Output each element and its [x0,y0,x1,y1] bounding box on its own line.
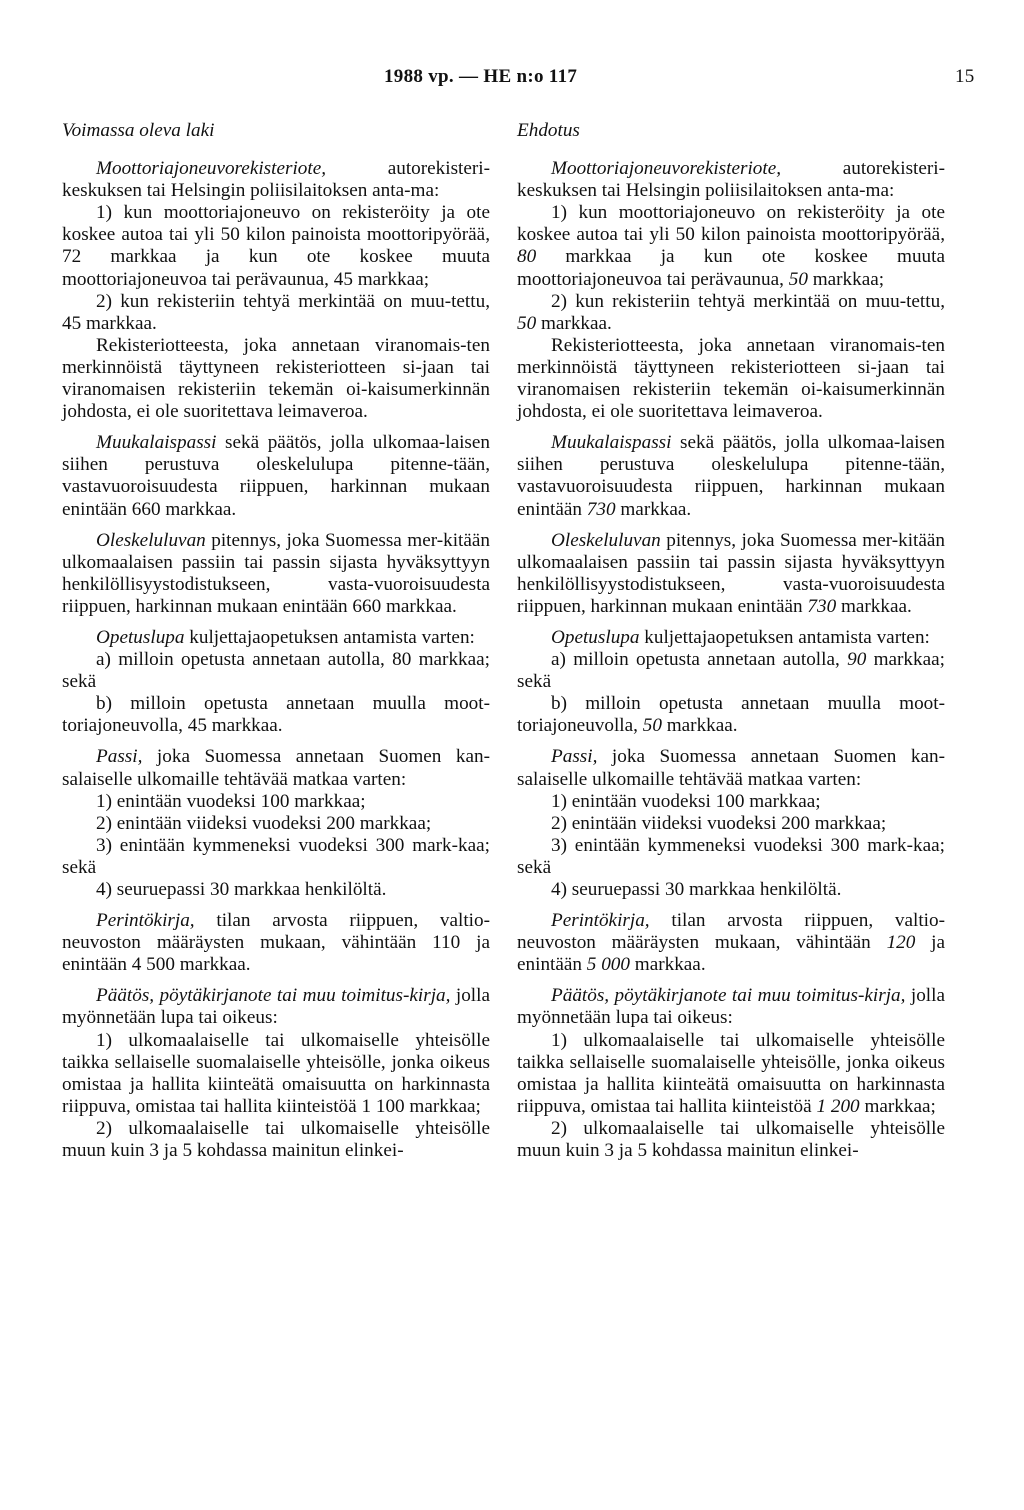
paragraph [517,202,945,290]
section-1 [517,432,945,520]
text-run: markkaa; [859,1095,936,1117]
text-run: 2) ulkomaalaiselle tai ulkomaiselle yhteisölle muun kuin 3 ja 5 kohdassa mainitun elinkei- [62,1117,490,1162]
text-run: markkaa. [836,595,912,617]
paragraph [517,835,945,879]
column-heading: Voimassa oleva laki [62,120,215,141]
paragraph [517,910,945,976]
text-run: jolla myönnetään lupa tai oikeus: [517,985,945,1029]
text-run: a) milloin opetusta annetaan autolla, [551,649,848,671]
paragraph [517,158,945,202]
paragraph [62,1030,490,1118]
section-5 [517,910,945,976]
italic-text: 5 000 [586,954,630,976]
paragraph [62,791,490,813]
text-run: Rekisteriotteesta, joka annetaan viranomais-ten merkinnöistä täyttyneen rekisteriotteen si-jaan tai viranomaisen rekisteriin tekemän oi-kaisumerkinnän johdosta, ei ole suoritettava leimaveroa. [517,334,945,423]
section-3 [62,627,490,737]
section-3 [517,627,945,737]
italic-text: 50 [788,268,808,290]
text-run: b) milloin opetusta annetaan muulla moot-toriajoneuvolla, [517,693,945,737]
paragraph [517,530,945,618]
italic-text: 50 [642,715,662,737]
text-run: 1) ulkomaalaiselle tai ulkomaiselle yhteisölle taikka sellaiselle suomalaiselle yhteisölle, jonka oikeus omistaa ja hallita kiinteätä omaisuutta on harkinnasta riippuva, omistaa tai hallita kiinteistöä [517,1029,945,1117]
italic-text: Päätös, pöytäkirjanote tai muu toimitus-kirja, [96,985,451,1007]
section-6 [517,985,945,1162]
paragraph [517,1030,945,1118]
page-header [0,66,1024,90]
section-4 [62,746,490,901]
italic-text: Muukalaispassi [551,432,672,454]
italic-text: Perintökirja, [551,910,650,932]
section-2 [517,530,945,618]
italic-text: 90 [847,649,867,671]
text-run: kuljettajaopetuksen antamista varten: [184,626,475,648]
paragraph [517,985,945,1029]
section-0 [517,158,945,423]
text-run: 4) seuruepassi 30 markkaa henkilöltä. [96,879,387,900]
italic-text: Passi, [551,746,598,768]
section-4 [517,746,945,901]
text-run: Rekisteriotteesta, joka annetaan viranomais-ten merkinnöistä täyttyneen rekisteriotteen si-jaan tai viranomaisen rekisteriin tekemän oi-kaisumerkinnän johdosta, ei ole suoritettava leimaveroa. [62,334,490,423]
italic-text: 730 [807,595,837,617]
paragraph [62,813,490,835]
text-run: joka Suomessa annetaan Suomen kan-salaiselle ulkomaille tehtävää matkaa varten: [517,746,945,790]
paragraph [517,879,945,901]
column-heading: Ehdotus [517,120,580,141]
italic-text: Oleskeluluvan [96,529,206,551]
text-run: tilan arvosta riippuen, valtio-neuvoston määräysten mukaan, vähintään [517,910,945,954]
paragraph [62,910,490,976]
text-run: 1) enintään vuodeksi 100 markkaa; [96,790,366,812]
paragraph [517,649,945,693]
paragraph [517,627,945,649]
italic-text: Oleskeluluvan [551,529,661,551]
italic-text: Muukalaispassi [96,432,217,454]
italic-text: Opetuslupa [96,626,185,648]
text-run: 1) kun moottoriajoneuvo on rekisteröity ja ote koskee autoa tai yli 50 kilon painoista moottoripyörää, [517,202,945,246]
paragraph [517,813,945,835]
section-6 [62,985,490,1162]
text-run: markkaa ja kun ote koskee muuta moottoriajoneuvoa tai perävaunua, [517,246,945,290]
text-run: markkaa; sekä [517,649,945,693]
paragraph [517,432,945,520]
text-run: b) milloin opetusta annetaan muulla moot-toriajoneuvolla, 45 markkaa. [62,693,490,737]
paragraph [62,649,490,693]
paragraph [62,291,490,335]
paragraph [62,693,490,737]
italic-text: Opetuslupa [551,626,640,648]
italic-text: Moottoriajoneuvorekisteriote, [551,158,782,180]
paragraph [62,1118,490,1162]
text-run: kuljettajaopetuksen antamista varten: [639,626,930,648]
paragraph [62,985,490,1029]
paragraph [62,432,490,520]
text-run: markkaa; [807,268,885,290]
italic-text: Päätös, pöytäkirjanote tai muu toimitus-kirja, [551,985,906,1007]
italic-text: 80 [517,246,537,268]
text-run: 2) enintään viideksi vuodeksi 200 markkaa; [96,812,432,834]
paragraph [517,693,945,737]
paragraph [517,1118,945,1162]
italic-text: Perintökirja, [96,910,195,932]
paragraph [62,835,490,879]
italic-text: 730 [586,498,616,520]
text-run: sekä päätös, jolla ulkomaa-laisen siihen perustuva oleskelulupa pitenne-tään, vastavuoroisuudesta riippuen, harkinnan mukaan enintään [517,432,945,520]
text-run: markkaa. [661,715,738,737]
italic-text: 120 [886,932,916,954]
paragraph [62,530,490,618]
italic-text: 50 [517,312,537,334]
paragraph [62,202,490,290]
text-run: markkaa. [615,498,692,520]
paragraph [517,291,945,335]
page-number: 15 [955,66,975,87]
text-run: autorekisteri-keskuksen tai Helsingin poliisilaitoksen anta-ma: [517,158,945,202]
section-5 [62,910,490,976]
text-run: ja enintään [517,932,945,976]
paragraph [517,335,945,423]
text-run: 4) seuruepassi 30 markkaa henkilöltä. [551,879,842,900]
text-run: 1) ulkomaalaiselle tai ulkomaiselle yhteisölle taikka sellaiselle suomalaiselle yhteisölle, jonka oikeus omistaa ja hallita kiinteätä omaisuutta on harkinnasta riippuva, omistaa tai hallita kiinteistöä 1 100 markkaa; [62,1029,490,1117]
text-run: pitennys, joka Suomessa mer-kitään ulkomaalaisen passiin tai passin sijasta hyväksyttyyn henkilöllisyystodistukseen, vasta-vuoroisuudesta riippuen, harkinnan mukaan enintään 660 markkaa. [62,529,490,617]
text-run: markkaa. [536,312,612,334]
paragraph [517,746,945,790]
paragraph [517,791,945,813]
text-run: a) milloin opetusta annetaan autolla, 80 markkaa; sekä [62,649,490,693]
section-2 [62,530,490,618]
paragraph [62,879,490,901]
text-run: tilan arvosta riippuen, valtio-neuvoston määräysten mukaan, vähintään 110 ja enintään 4 500 markkaa. [62,910,490,976]
paragraph [62,746,490,790]
section-1 [62,432,490,520]
paragraph [62,158,490,202]
text-run: 3) enintään kymmeneksi vuodeksi 300 mark-kaa; sekä [517,834,945,878]
italic-text: Passi, [96,746,143,768]
paragraph [62,627,490,649]
text-run: 1) enintään vuodeksi 100 markkaa; [551,790,821,812]
text-run: 2) enintään viideksi vuodeksi 200 markkaa; [551,812,887,834]
paragraph [62,335,490,423]
text-run: 2) kun rekisteriin tehtyä merkintää on muu-tettu, 45 markkaa. [62,290,490,334]
text-run: pitennys, joka Suomessa mer-kitään ulkomaalaisen passiin tai passin sijasta hyväksyttyyn henkilöllisyystodistukseen, vasta-vuoroisuudesta riippuen, harkinnan mukaan enintään [517,529,945,617]
text-run: 1) kun moottoriajoneuvo on rekisteröity ja ote koskee autoa tai yli 50 kilon painoista moottoripyörää, 72 markkaa ja kun ote koskee muuta moottoriajoneuvoa tai perävaunua, 45 markkaa; [62,202,490,290]
text-run: sekä päätös, jolla ulkomaa-laisen siihen perustuva oleskelulupa pitenne-tään, vastavuoroisuudesta riippuen, harkinnan mukaan enintään 660 markkaa. [62,432,490,520]
header-title: 1988 vp. — HE n:o 117 [384,66,578,87]
text-run: 2) kun rekisteriin tehtyä merkintää on muu-tettu, [551,290,945,312]
proposal-column [517,120,945,1171]
text-run: jolla myönnetään lupa tai oikeus: [62,985,490,1029]
section-0 [62,158,490,423]
text-run: autorekisteri-keskuksen tai Helsingin poliisilaitoksen anta-ma: [62,158,490,202]
text-run: markkaa. [629,954,706,976]
text-run: 3) enintään kymmeneksi vuodeksi 300 mark-kaa; sekä [62,834,490,878]
current-law-column [62,120,490,1171]
italic-text: 1 200 [816,1095,860,1117]
italic-text: Moottoriajoneuvorekisteriote, [96,158,327,180]
text-run: 2) ulkomaalaiselle tai ulkomaiselle yhteisölle muun kuin 3 ja 5 kohdassa mainitun elinkei- [517,1117,945,1162]
text-run: joka Suomessa annetaan Suomen kan-salaiselle ulkomaille tehtävää matkaa varten: [62,746,490,790]
